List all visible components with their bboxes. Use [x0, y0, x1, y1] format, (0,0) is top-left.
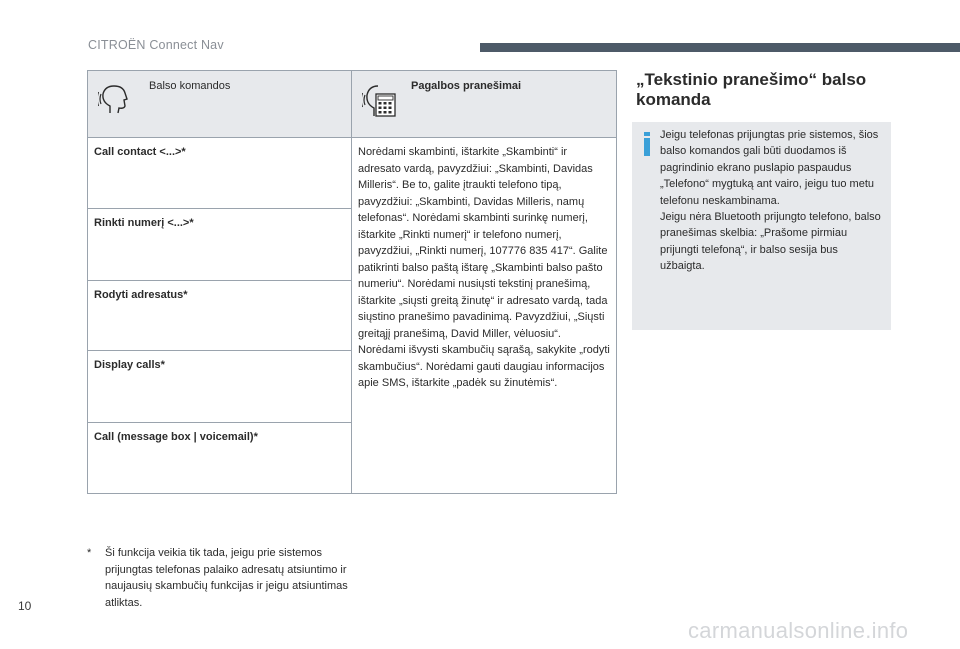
info-box: [632, 122, 891, 330]
col-header-voice-commands: Balso komandos: [149, 80, 231, 92]
voice-help-keypad-icon: [362, 82, 398, 118]
help-description: Norėdami skambinti, ištarkite „Skambinti“ ir adresato vardą, pavyzdžiui: „Skambinti, Davidas Milleris“. Be to, galite įtraukti telefono tipą, pavyzdžiui: „Skambinti, Davidas Milleris, namų telefonas“. Norėdami skambinti surinkę numerį, ištarkite „Rinkti numerį“ ir telefono numerį, pavyzdžiui, „Rinkti numerį, 107776 835 417“. Galite patikrinti balso paštą ištarę „Skambinti balso pašto numeriu“. Norėdami nusiųsti tekstinį pranešimą, ištarkite „siųsti greitą žinutę“ ir adresato vardą, tada siųstino pranešimo pavadinimą. Pavyzdžiui, „Siųsti greitąjį pranešimą, David Miller, vėluosiu“. Norėdami išvysti skambučių sąrašą, sakykite „rodyti skambučius“. Norėdami gauti daugiau informacijos apie SMS, ištarkite „padėk su žinutėmis“.: [352, 138, 617, 494]
voice-command-icon: [98, 82, 132, 116]
footnote-text: Ši funkcija veikia tik tada, jeigu prie sistemos prijungtas telefonas palaiko adresatų atsiuntimo ir naujausių skambučių funkcijas ir jeigu atsiuntimas atliktas.: [105, 547, 348, 609]
section-title: „Tekstinio pranešimo“ balso komanda: [636, 70, 867, 109]
footnote-marker: *: [87, 547, 92, 559]
info-icon: [642, 132, 652, 156]
table-header-help: [352, 71, 617, 138]
watermark: carmanualsonline.info: [688, 618, 909, 643]
command-call-voicemail: Call (message box | voicemail)*: [88, 423, 352, 494]
voice-commands-table: [87, 70, 617, 494]
info-paragraph-2: Jeigu nėra Bluetooth prijungto telefono, balso pranešimas skelbia: „Prašome pirmiau prijungti telefoną“, ir balso sesija bus užbaigta.: [660, 211, 881, 273]
info-text: [660, 127, 885, 275]
command-display-calls: Display calls*: [88, 351, 352, 423]
manual-header-title: CITROËN Connect Nav: [88, 38, 224, 52]
table-header-commands: [88, 71, 352, 138]
header-bar: [480, 43, 960, 52]
page-number: 10: [18, 599, 32, 613]
command-call-contact: Call contact <...>*: [88, 138, 352, 209]
command-dial-number: Rinkti numerį <...>*: [88, 209, 352, 281]
command-show-contacts: Rodyti adresatus*: [88, 281, 352, 351]
col-header-help-messages: Pagalbos pranešimai: [411, 80, 522, 92]
info-paragraph-1: Jeigu telefonas prijungtas prie sistemos, šios balso komandos gali būti duodamos iš pagrindinio ekrano puslapio paspaudus „Telefono“ mygtuką ant vairo, jeigu tuo metu telefonu neskambinama.: [660, 129, 879, 207]
